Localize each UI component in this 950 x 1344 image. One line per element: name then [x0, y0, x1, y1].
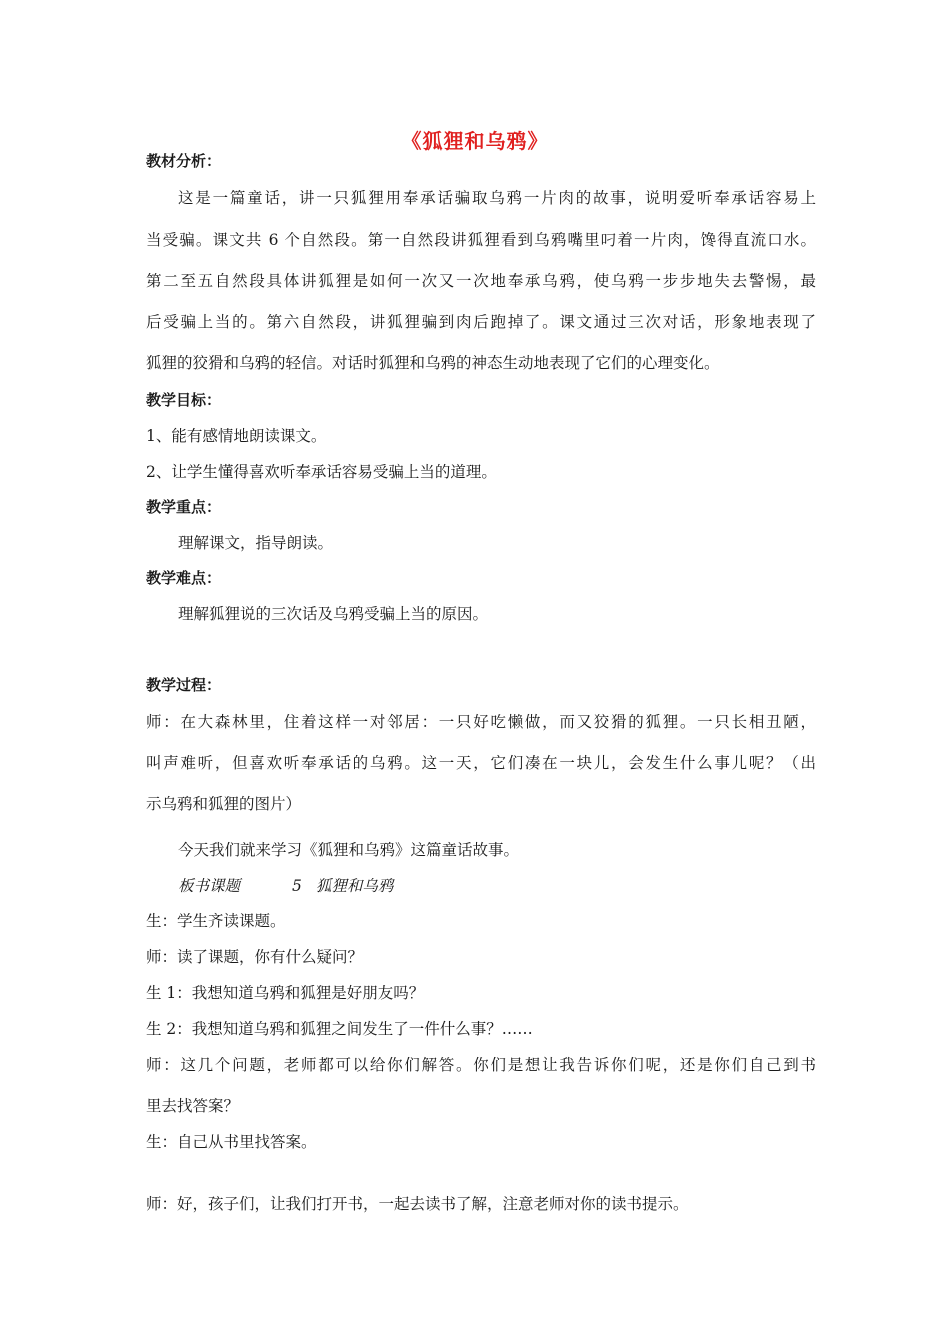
dialogue-line: 生 1：我想知道乌鸦和狐狸是好朋友吗？ [146, 984, 425, 1002]
difficulty-text: 理解狐狸说的三次话及乌鸦受骗上当的原因。 [178, 605, 489, 623]
goals-heading: 教学目标： [146, 391, 222, 409]
difficulty-heading: 教学难点： [146, 569, 222, 587]
dialogue-line: 生：学生齐读课题。 [146, 912, 286, 930]
process-heading: 教学过程： [146, 676, 222, 694]
key-text: 理解课文，指导朗读。 [178, 534, 334, 552]
analysis-line: 第二至五自然段具体讲狐狸是如何一次又一次地奉承乌鸦，使乌鸦一步步地失去警惕，最 [146, 272, 816, 290]
goal-item: 2、让学生懂得喜欢听奉承话容易受骗上当的道理。 [146, 463, 497, 481]
board-text: 狐狸和乌鸦 [315, 877, 394, 895]
teacher-line: 师：这几个问题，老师都可以给你们解答。你们是想让我告诉你们呢，还是你们自己到书 [146, 1056, 816, 1074]
analysis-line: 后受骗上当的。第六自然段，讲狐狸骗到肉后跑掉了。课文通过三次对话，形象地表现了 [146, 313, 816, 331]
analysis-heading: 教材分析： [146, 152, 222, 170]
document-title: 《狐狸和乌鸦》 [401, 129, 549, 153]
analysis-line: 当受骗。课文共 6 个自然段。第一自然段讲狐狸看到乌鸦嘴里叼着一片肉，馋得直流口水。 [146, 231, 816, 249]
process-intro-line: 师：在大森林里，住着这样一对邻居：一只好吃懒做，而又狡猾的狐狸。一只长相丑陋， [146, 713, 816, 731]
student-answer: 生：自己从书里找答案。 [146, 1133, 317, 1151]
process-intro-line: 叫声难听，但喜欢听奉承话的乌鸦。这一天，它们凑在一块儿，会发生什么事儿呢？（出 [146, 754, 816, 772]
board-label: 板书课题 [178, 877, 241, 895]
board-line [178, 875, 816, 897]
key-heading: 教学重点： [146, 498, 222, 516]
board-number: 5 [292, 877, 302, 895]
dialogue-line: 生 2：我想知道乌鸦和狐狸之间发生了一件什么事？…… [146, 1020, 533, 1038]
goal-item: 1、能有感情地朗读课文。 [146, 427, 327, 445]
process-intro-line: 示乌鸦和狐狸的图片） [146, 795, 302, 813]
final-line: 师：好，孩子们，让我们打开书，一起去读书了解，注意老师对你的读书提示。 [146, 1195, 689, 1213]
today-line: 今天我们就来学习《狐狸和乌鸦》这篇童话故事。 [178, 841, 520, 859]
dialogue-line: 师：读了课题，你有什么疑问？ [146, 948, 364, 966]
analysis-line: 这是一篇童话，讲一只狐狸用奉承话骗取乌鸦一片肉的故事，说明爱听奉承话容易上 [178, 189, 816, 207]
teacher-line: 里去找答案？ [146, 1097, 240, 1115]
analysis-line: 狐狸的狡猾和乌鸦的轻信。对话时狐狸和乌鸦的神态生动地表现了它们的心理变化。 [146, 354, 720, 372]
